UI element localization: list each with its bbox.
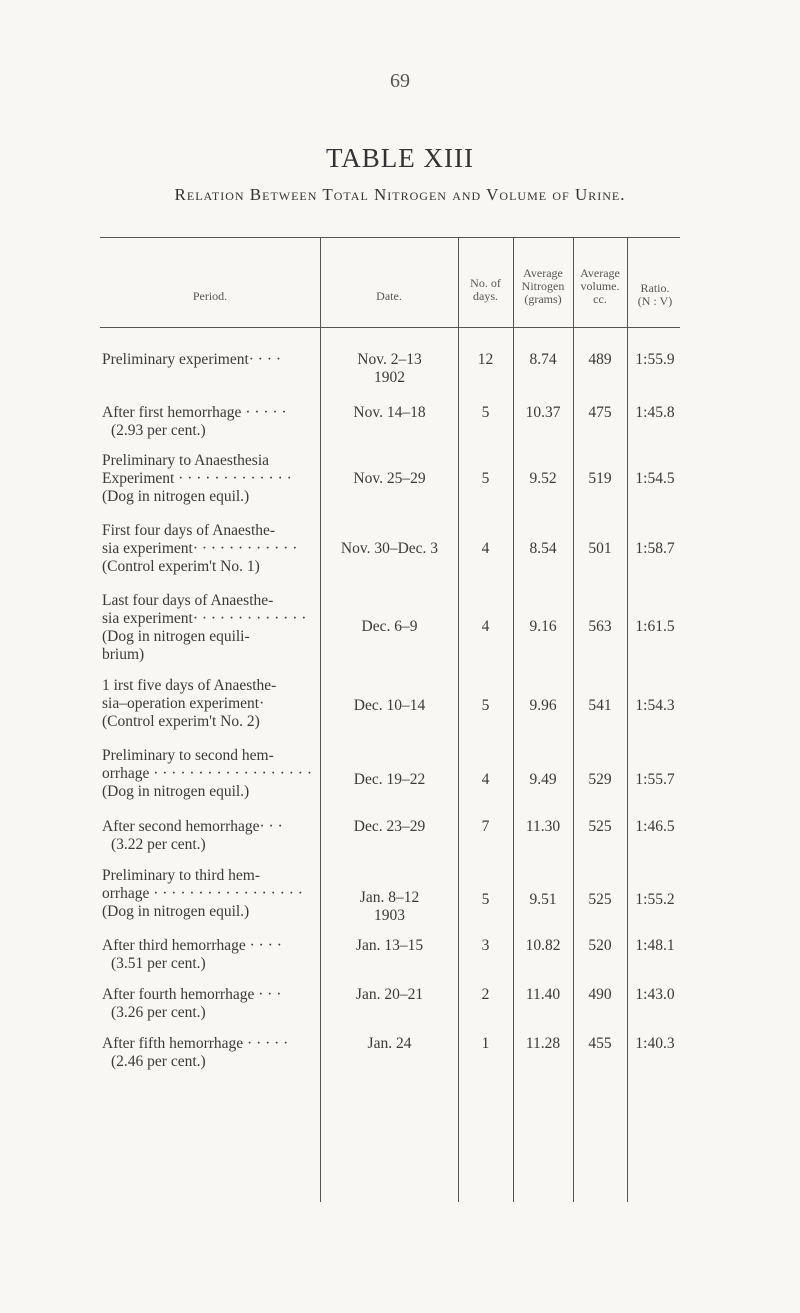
volume-cell: 489 [588, 351, 612, 368]
page-number: 69 [390, 70, 410, 92]
date-cell: Nov. 25–29 [353, 470, 426, 487]
col-rule-3 [513, 237, 514, 1202]
col-rule-4 [573, 237, 574, 1202]
period-cell: Last four days of Anaesthe- sia experiment· · · · · · · · · · · · · (Dog in nitrogen equili- brium) [102, 592, 307, 663]
header-ratio: Ratio. (N : V) [637, 281, 673, 308]
days-cell: 3 [481, 937, 490, 954]
period-cell: First four days of Anaesthe- sia experiment· · · · · · · · · · · · (Control experim't No. 1) [102, 522, 298, 575]
nitrogen-cell: 8.54 [529, 540, 557, 557]
date-cell: Dec. 23–29 [353, 818, 426, 835]
ratio-cell: 1:54.3 [635, 697, 675, 714]
date-cell: Nov. 2–13 1902 [357, 351, 422, 386]
nitrogen-cell: 11.28 [525, 1035, 561, 1052]
header-period: Period. [192, 289, 228, 303]
date-cell: Jan. 24 [367, 1035, 412, 1052]
volume-cell: 455 [588, 1035, 612, 1052]
header-days: No. of days. [470, 276, 501, 303]
date-cell: Nov. 30–Dec. 3 [340, 540, 439, 557]
ratio-cell: 1:55.9 [635, 351, 675, 368]
header-volume: Average volume. cc. [580, 266, 620, 306]
header-date: Date. [376, 289, 402, 303]
days-cell: 12 [477, 351, 494, 368]
nitrogen-cell: 9.51 [529, 891, 557, 908]
nitrogen-cell: 11.40 [525, 986, 561, 1003]
col-rule-2 [458, 237, 459, 1202]
days-cell: 4 [481, 618, 490, 635]
days-cell: 4 [481, 540, 490, 557]
nitrogen-cell: 9.96 [529, 697, 557, 714]
col-rule-1 [320, 237, 321, 1202]
ratio-cell: 1:45.8 [635, 404, 675, 421]
volume-cell: 501 [588, 540, 612, 557]
date-cell: Jan. 13–15 [355, 937, 424, 954]
top-rule [100, 237, 680, 238]
date-cell: Dec. 10–14 [353, 697, 426, 714]
header-rule [100, 327, 680, 328]
nitrogen-cell: 10.37 [525, 404, 561, 421]
date-cell: Jan. 8–12 1903 [359, 889, 420, 924]
days-cell: 5 [481, 404, 490, 421]
nitrogen-cell: 9.49 [529, 771, 557, 788]
table-subtitle: Relation Between Total Nitrogen and Volume of Urine. [174, 185, 626, 204]
date-cell: Jan. 20–21 [355, 986, 424, 1003]
col-rule-5 [627, 237, 628, 1202]
period-cell: 1 irst five days of Anaesthe- sia–operation experiment· (Control experim't No. 2) [102, 677, 277, 730]
date-cell: Nov. 14–18 [353, 404, 426, 421]
volume-cell: 541 [588, 697, 612, 714]
days-cell: 7 [481, 818, 490, 835]
nitrogen-cell: 10.82 [525, 937, 561, 954]
days-cell: 4 [481, 771, 490, 788]
volume-cell: 475 [588, 404, 612, 421]
nitrogen-cell: 11.30 [525, 818, 561, 835]
volume-cell: 520 [588, 937, 612, 954]
days-cell: 2 [481, 986, 490, 1003]
period-cell: After first hemorrhage · · · · · (2.93 per cent.) [102, 404, 287, 439]
volume-cell: 529 [588, 771, 612, 788]
ratio-cell: 1:40.3 [635, 1035, 675, 1052]
ratio-cell: 1:55.2 [635, 891, 675, 908]
volume-cell: 525 [588, 891, 612, 908]
volume-cell: 525 [588, 818, 612, 835]
days-cell: 5 [481, 470, 490, 487]
ratio-cell: 1:61.5 [635, 618, 675, 635]
ratio-cell: 1:43.0 [635, 986, 675, 1003]
volume-cell: 490 [588, 986, 612, 1003]
period-cell: Preliminary to Anaesthesia Experiment · · · · · · · · · · · · · (Dog in nitrogen equil.) [102, 452, 292, 505]
days-cell: 5 [481, 697, 490, 714]
period-cell: Preliminary to second hem- orrhage · · · · · · · · · · · · · · · · · · (Dog in nitrogen equil.) [102, 747, 312, 800]
ratio-cell: 1:48.1 [635, 937, 675, 954]
period-cell: Preliminary experiment· · · · [102, 351, 282, 368]
nitrogen-cell: 9.16 [529, 618, 557, 635]
date-cell: Dec. 19–22 [353, 771, 426, 788]
period-cell: After third hemorrhage · · · · (3.51 per cent.) [102, 937, 282, 972]
days-cell: 5 [481, 891, 490, 908]
ratio-cell: 1:54.5 [635, 470, 675, 487]
ratio-cell: 1:55.7 [635, 771, 675, 788]
table-title: TABLE XIII [325, 143, 475, 173]
nitrogen-cell: 8.74 [529, 351, 557, 368]
volume-cell: 519 [588, 470, 612, 487]
header-nitrogen: Average Nitrogen (grams) [521, 266, 565, 306]
period-cell: Preliminary to third hem- orrhage · · · · · · · · · · · · · · · · · (Dog in nitrogen equil.) [102, 867, 303, 920]
ratio-cell: 1:58.7 [635, 540, 675, 557]
volume-cell: 563 [588, 618, 612, 635]
period-cell: After fifth hemorrhage · · · · · (2.46 per cent.) [102, 1035, 289, 1070]
nitrogen-cell: 9.52 [529, 470, 557, 487]
date-cell: Dec. 6–9 [361, 618, 418, 635]
period-cell: After second hemorrhage· · · (3.22 per cent.) [102, 818, 283, 853]
days-cell: 1 [481, 1035, 490, 1052]
period-cell: After fourth hemorrhage · · · (3.26 per cent.) [102, 986, 282, 1021]
ratio-cell: 1:46.5 [635, 818, 675, 835]
